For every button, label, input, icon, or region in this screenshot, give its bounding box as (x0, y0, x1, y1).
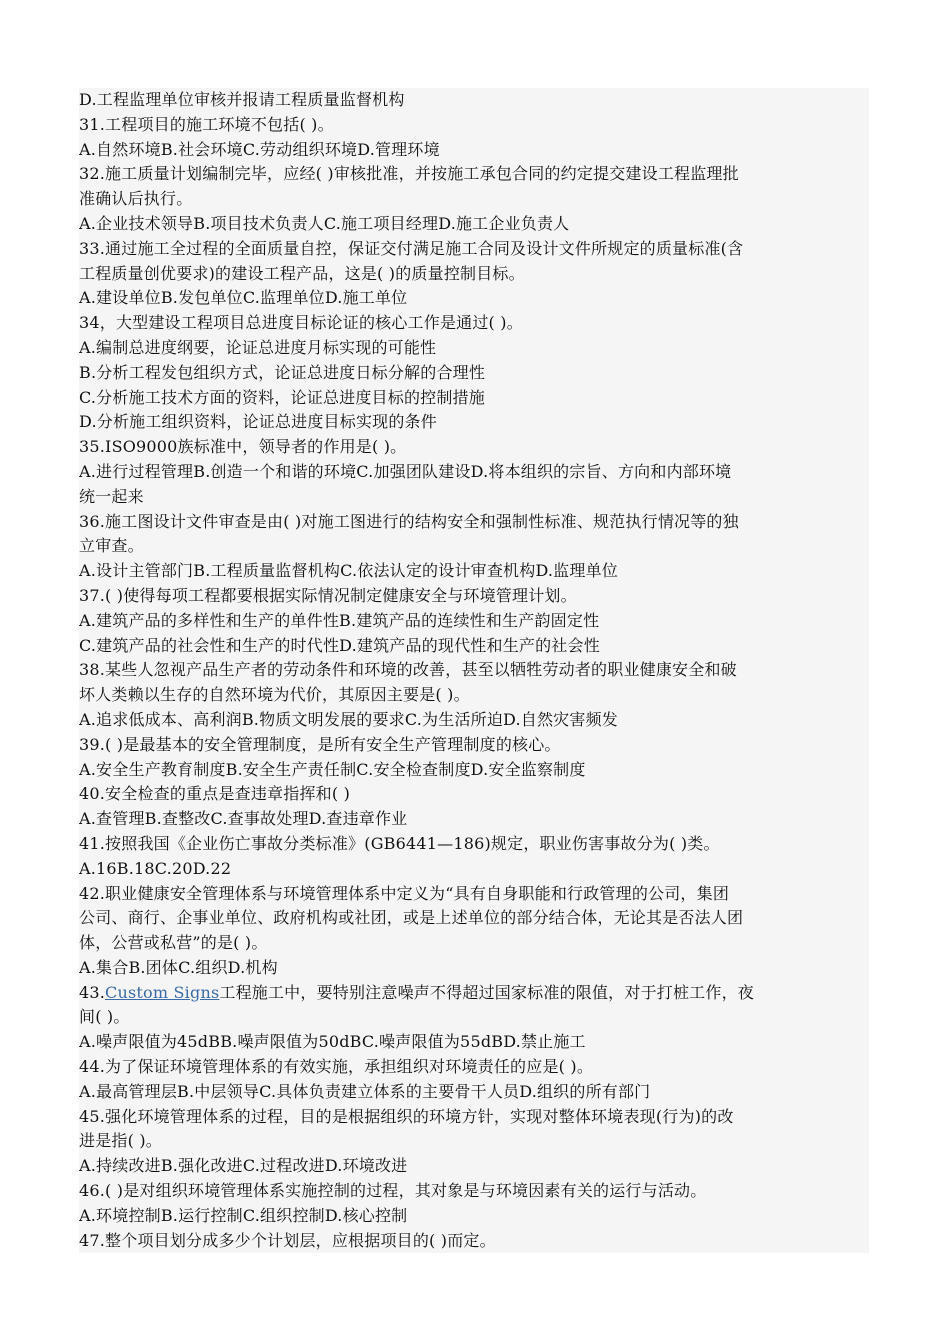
question-42-cont2: 体，公营或私营”的是( )。 (79, 933, 268, 953)
question-39: 39.( )是最基本的安全管理制度，是所有安全生产管理制度的核心。 (79, 734, 561, 754)
options-32: A.企业技术领导B.项目技术负责人C.施工项目经理D.施工企业负责人 (79, 213, 570, 233)
option-34-a: A.编制总进度纲要，论证总进度月标实现的可能性 (79, 337, 437, 357)
options-37-ab: A.建筑产品的多样性和生产的单件性B.建筑产品的连续性和生产韵固定性 (79, 610, 600, 630)
options-35: A.进行过程管理B.创造一个和谐的环境C.加强团队建设D.将本组织的宗旨、方向和内部环境 (79, 461, 732, 481)
options-43: A.噪声限值为45dBB.噪声限值为50dBC.噪声限值为55dBD.禁止施工 (79, 1032, 586, 1052)
options-40: A.查管理B.查整改C.查事故处理D.查违章作业 (79, 809, 408, 829)
options-37-cd: C.建筑产品的社会性和生产的时代性D.建筑产品的现代性和生产的社会性 (79, 635, 600, 655)
options-41: A.16B.18C.20D.22 (79, 858, 232, 878)
question-31: 31.工程项目的施工环境不包括( )。 (79, 114, 334, 134)
options-39: A.安全生产教育制度B.安全生产责任制C.安全检查制度D.安全监察制度 (79, 759, 586, 779)
options-36: A.设计主管部门B.工程质量监督机构C.依法认定的设计审查机构D.监理单位 (79, 561, 618, 581)
question-33-cont: 工程质量创优要求)的建设工程产品，这是( )的质量控制目标。 (79, 263, 525, 283)
question-47: 47.整个项目划分成多少个计划层，应根据项目的( )而定。 (79, 1230, 496, 1250)
question-43-text: 工程施工中，要特别注意噪声不得超过国家标准的限值，对于打桩工作，夜 (219, 982, 754, 1002)
question-46: 46.( )是对组织环境管理体系实施控制的过程，其对象是与环境因素有关的运行与活动。 (79, 1181, 707, 1201)
question-32-cont: 准确认后执行。 (79, 189, 193, 209)
question-43-cont: 间( )。 (79, 1007, 130, 1027)
question-36: 36.施工图设计文件审查是由( )对施工图进行的结构安全和强制性标准、规范执行情况等的独 (79, 511, 739, 531)
text-line: D.工程监理单位审核并报请工程质量监督机构 (79, 90, 405, 109)
question-45: 45.强化环境管理体系的过程，目的是根据组织的环境方针，实现对整体环境表现(行为)的改 (79, 1106, 734, 1126)
options-45: A.持续改进B.强化改进C.过程改进D.环境改进 (79, 1156, 408, 1176)
question-41: 41.按照我国《企业伤亡事故分类标准》(GB6441—186)规定，职业伤害事故分为( )类。 (79, 833, 720, 853)
question-32: 32.施工质量计划编制完毕，应经( )审核批准，并按施工承包合同的约定提交建设工程监理批 (79, 164, 739, 184)
options-33: A.建设单位B.发包单位C.监理单位D.施工单位 (79, 288, 408, 308)
options-38: A.追求低成本、高利润B.物质文明发展的要求C.为生活所迫D.自然灾害频发 (79, 709, 618, 729)
question-42: 42.职业健康安全管理体系与环境管理体系中定义为“具有自身职能和行政管理的公司，集团 (79, 883, 730, 903)
option-34-c: C.分析施工技术方面的资料，论证总进度目标的控制措施 (79, 387, 485, 407)
document-body (79, 88, 869, 1253)
options-44: A.最高管理层B.中层领导C.具体负责建立体系的主要骨干人员D.组织的所有部门 (79, 1081, 651, 1101)
custom-signs-link[interactable]: Custom Signs (105, 982, 220, 1002)
question-43 (79, 981, 869, 1006)
question-38: 38.某些人忽视产品生产者的劳动条件和环境的改善，甚至以牺牲劳动者的职业健康安全和破 (79, 660, 737, 680)
options-46: A.环境控制B.运行控制C.组织控制D.核心控制 (79, 1205, 408, 1225)
options-31: A.自然环境B.社会环境C.劳动组织环境D.管理环境 (79, 139, 440, 159)
question-35: 35.ISO9000族标准中，领导者的作用是( )。 (79, 437, 407, 457)
question-34: 34，大型建设工程项目总进度目标论证的核心工作是通过( )。 (79, 313, 523, 333)
option-34-b: B.分析工程发包组织方式，论证总进度日标分解的合理性 (79, 362, 486, 382)
question-36-cont: 立审查。 (79, 536, 144, 556)
question-37: 37.( )使得每项工程都要根据实际情况制定健康安全与环境管理计划。 (79, 585, 577, 605)
question-38-cont: 坏人类赖以生存的自然环境为代价，其原因主要是( )。 (79, 685, 470, 705)
question-43-number: 43. (79, 982, 106, 1002)
question-33: 33.通过施工全过程的全面质量自控，保证交付满足施工合同及设计文件所规定的质量标准(含 (79, 238, 744, 258)
question-45-cont: 进是指( )。 (79, 1131, 162, 1151)
options-42: A.集合B.团体C.组织D.机构 (79, 957, 278, 977)
question-40: 40.安全检查的重点是查违章指挥和( ) (79, 784, 351, 804)
option-34-d: D.分析施工组织资料，论证总进度目标实现的条件 (79, 412, 437, 432)
question-42-cont: 公司、商行、企事业单位、政府机构或社团，或是上述单位的部分结合体，无论其是否法人团 (79, 908, 744, 928)
options-35-cont: 统一起来 (79, 486, 144, 506)
question-44: 44.为了保证环境管理体系的有效实施，承担组织对环境责任的应是( )。 (79, 1057, 594, 1077)
